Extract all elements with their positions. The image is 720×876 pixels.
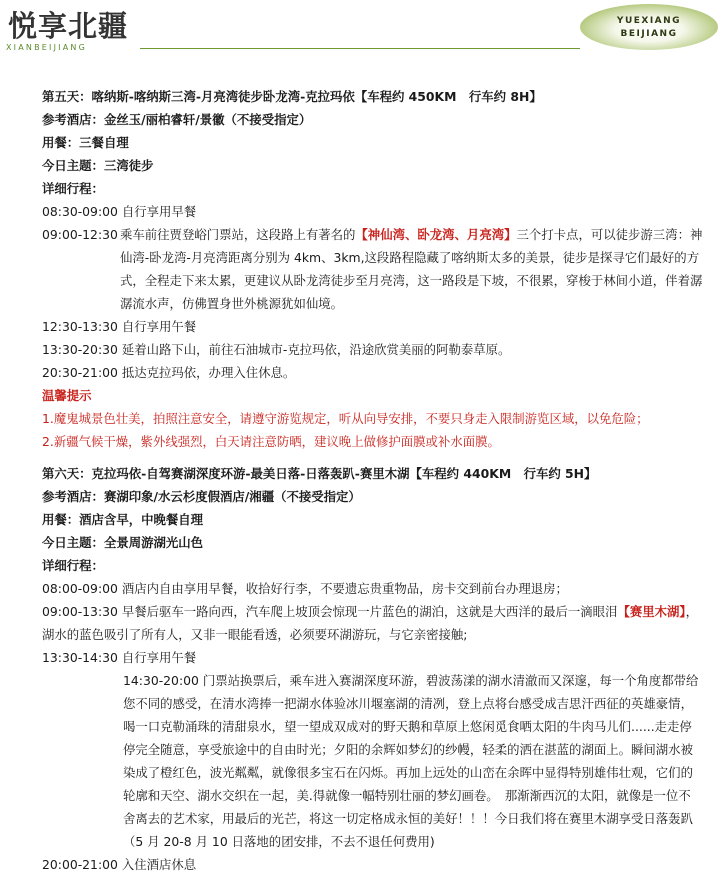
day5-schedule-1: 08:30-09:00 自行享用早餐: [42, 204, 197, 219]
day5-schedule-2: [0, 223, 720, 315]
day5-schedule-2-time: 09:00-12:30: [42, 227, 118, 242]
day5-tip-1: 1.魔鬼城景色壮美，拍照注意安全，请遵守游览规定，听从向导安排，不要只身走入限制游览区域，以免危险；: [42, 411, 649, 426]
header-divider: [140, 48, 580, 49]
day6-title: 第六天：克拉玛依-自驾赛湖深度环游-最美日落-日落轰趴-赛里木湖【车程约 440KM 行车约 5H】: [42, 466, 597, 481]
itinerary: [0, 85, 720, 876]
day5-schedule-3: 12:30-13:30 自行享用午餐: [42, 319, 197, 334]
day5-schedule-2-text-a: 乘车前往贾登峪门票站，这段路上有著名的: [120, 227, 356, 242]
day5-schedule-2-highlight: 【神仙湾、卧龙湾、月亮湾】: [355, 227, 517, 242]
brand-badge: [580, 4, 718, 50]
day6-theme: 今日主题：全景周游湖光山色: [42, 535, 204, 550]
day6-schedule-2: [0, 600, 720, 646]
page-header: [0, 0, 720, 60]
day6-schedule-2-text-a: 09:00-13:30 早餐后驱车一路向西，汽车爬上坡顶会惊现一片蓝色的湖泊，这就是大西洋的最后一滴眼泪: [42, 604, 618, 619]
day5-schedule-4: 13:30-20:30 延着山路下山，前往石油城市-克拉玛依，沿途欣赏美丽的阿勒泰草原。: [42, 342, 511, 357]
badge-line-1: YUEXIANG: [616, 16, 682, 26]
brand-title: 悦享北疆: [8, 9, 129, 43]
day6-schedule-2-text-b: ，湖水的蓝色吸引了所有人，又非一眼能看透，必须要环湖游玩，与它亲密接触;: [42, 604, 698, 642]
day6-schedule-5: 20:00-21:00 入住酒店休息: [42, 857, 197, 872]
day5-schedule-2-text-b: 三个打卡点，可以徒步游三湾：神仙湾-卧龙湾-月亮湾距离分别为 4km、3km,这段路程隐藏了喀纳斯太多的美景，徒步是探寻它们最好的方式，全程走下来太累，更建议从卧龙湾徒步至月亮湾，这一路段是下坡，不很累，穿梭于林间小道，伴着潺潺流水声，仿佛置身世外桃源犹如仙境。: [120, 227, 703, 311]
day5-theme: 今日主题：三湾徒步: [42, 158, 154, 173]
badge-line-2: BEIJIANG: [620, 29, 678, 39]
day6-meals: 用餐：酒店含早，中晚餐自理: [42, 512, 204, 527]
brand-subtitle: XIANBEIJIANG: [6, 43, 87, 52]
day5-detail-label: 详细行程：: [42, 181, 104, 196]
day5-schedule-5: 20:30-21:00 抵达克拉玛依，办理入住休息。: [42, 365, 296, 380]
day6-schedule-2-highlight: 【赛里木湖】: [617, 604, 686, 619]
day5-meals: 用餐：三餐自理: [42, 135, 129, 150]
day5-tips-title: 温馨提示: [42, 388, 92, 403]
day5-title: 第五天：喀纳斯-喀纳斯三湾-月亮湾徒步卧龙湾-克拉玛依【车程约 450KM 行车约 8H】: [42, 89, 542, 104]
day6-schedule-1: 08:00-09:00 酒店内自由享用早餐，收拾好行李，不要遗忘贵重物品，房卡交到前台办理退房；: [42, 581, 568, 596]
day6-schedule-4: 14:30-20:00 门票站换票后，乘车进入赛湖深度环游，碧波荡漾的湖水清澈而又深邃，每一个角度都带给您不同的感受，在清水湾捧一把湖水体验冰川堰塞湖的清冽，登上点将台感受成吉思汗西征的英雄豪情，喝一口克勒涌珠的清甜泉水，望一望成双成对的野天鹅和草原上悠闲觅食哂太阳的牛肉马儿们......走走停停完全随意，享受旅途中的自由时光；夕阳的余辉如梦幻的纱幔，轻柔的洒在湛蓝的湖面上。瞬间湖水被染成了橙红色，波光粼粼，就像很多宝石在闪烁。再加上远处的山峦在余晖中显得特别雄伟壮观，它们的轮廓和天空、湖水交织在一起，美.得就像一幅特别壮丽的梦幻画卷。 那渐渐西沉的太阳，就像是一位不舍离去的艺术家，用最后的光芒，将这一切定格成永恒的美好！！！今日我们将在赛里木湖享受日落轰趴（5 月 20-8 月 10 日落地的团安排，不去不退任何费用): [123, 673, 699, 849]
day5-hotel: 参考酒店：金丝玉/丽柏睿轩/景徽（不接受指定）: [42, 112, 312, 127]
day6-detail-label: 详细行程：: [42, 558, 104, 573]
day6-schedule-3: 13:30-14:30 自行享用午餐: [42, 650, 197, 665]
day5-tip-2: 2.新疆气候干燥，紫外线强烈，白天请注意防晒，建议晚上做修护面膜或补水面膜。: [42, 434, 500, 449]
day6-hotel: 参考酒店：赛湖印象/水云杉度假酒店/湘疆（不接受指定）: [42, 489, 361, 504]
